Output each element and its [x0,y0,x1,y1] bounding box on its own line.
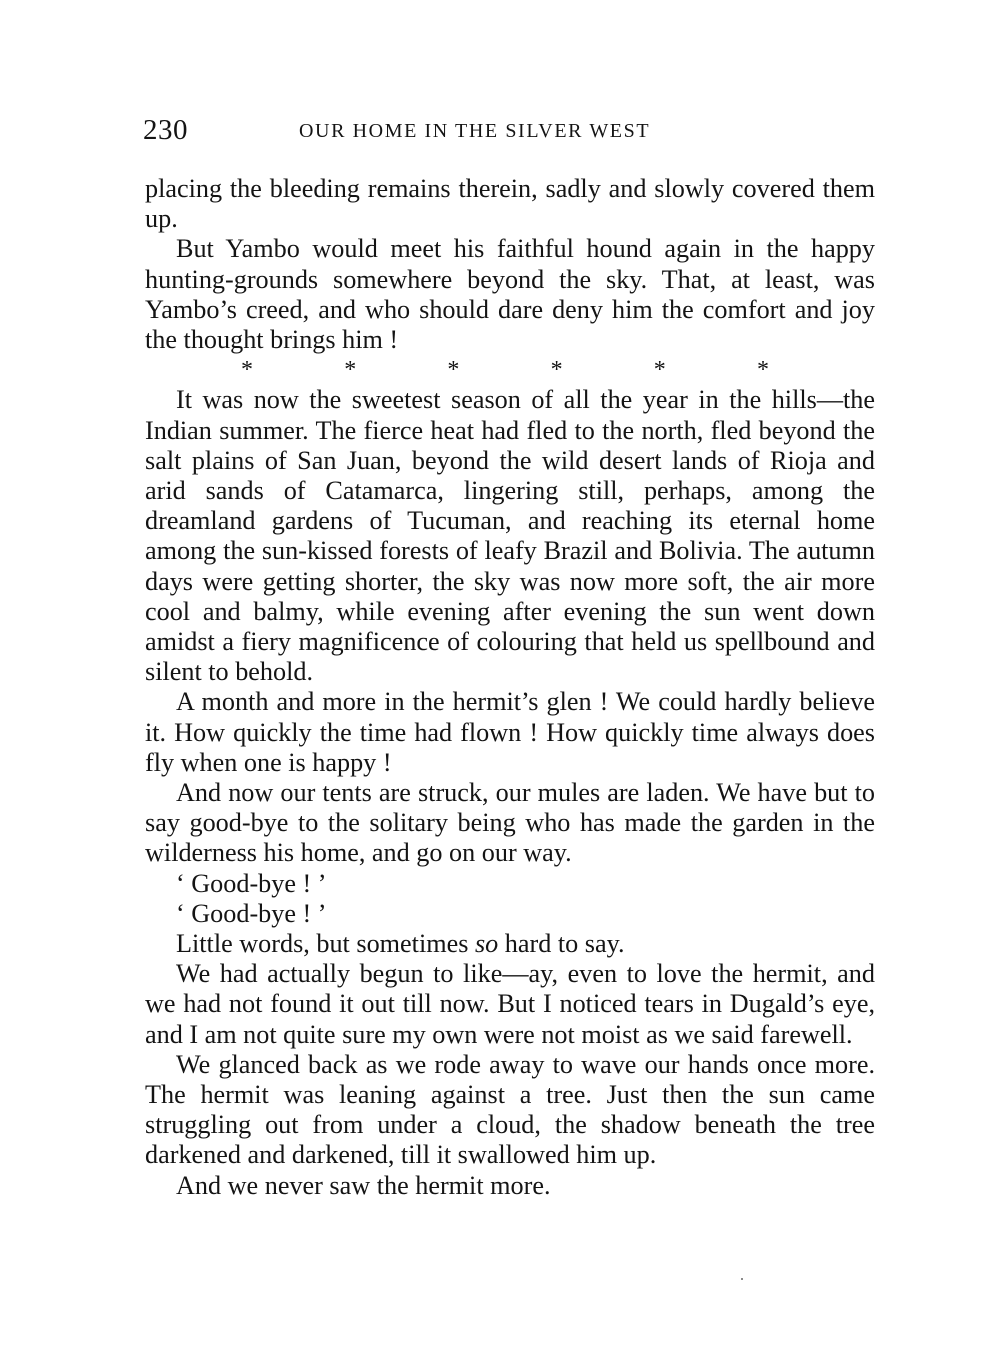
paragraph-little-words [145,929,875,959]
text-run: Little words, but sometimes [176,929,475,959]
running-title: OUR HOME IN THE SILVER WEST [299,120,651,142]
page-number: 230 [143,114,188,146]
emphasis: so [474,929,499,959]
asterisk: * [447,357,460,384]
paragraph-glanced-back: We glanced back as we rode away to wave our hands once more. The hermit was leaning against a tree. Just then the sun came struggling out from under a cloud, the shadow beneath the tree darkened and darkened, till it swallowed him up. [145,1049,875,1170]
paragraph-love-the-hermit: We had actually begun to like—ay, even to love the hermit, and we had not found it out till now. But I noticed tears in Dugald’s eye, and I am not quite sure my own were not moist as we said farewell. [145,959,875,1049]
ink-speck [741,1278,743,1280]
section-break [240,355,770,385]
dialogue-good-bye-2: ‘ Good-bye ! ’ [176,898,327,928]
text-run: hard to say. [498,929,625,959]
page-header [143,112,878,148]
asterisk: * [344,357,357,384]
asterisk: * [241,357,253,384]
asterisk: * [653,357,666,384]
paragraph-month-in-glen: A month and more in the hermit’s glen ! We could hardly believe it. How quickly the time had flown ! How quickly time always does fly when one is happy ! [145,687,875,777]
paragraph-tents-struck: And now our tents are struck, our mules are laden. We have but to say good-bye to the solitary being who has made the garden in the wilderness his home, and go on our way. [145,778,875,868]
dialogue-good-bye-1: ‘ Good-bye ! ’ [176,868,327,898]
asterisk: * [550,357,563,384]
page-body [145,174,875,1201]
paragraph-never-saw: And we never saw the hermit more. [176,1170,551,1200]
paragraph-yambo: But Yambo would meet his faithful hound again in the happy hunting-grounds somewhere beyond the sky. That, at least, was Yambo’s creed, and who should dare deny him the comfort and joy the thought brings him ! [145,234,875,355]
asterisk: * [756,357,769,384]
paragraph-indian-summer: It was now the sweetest season of all the year in the hills—the Indian summer. The fierce heat had fled to the north, fled beyond the salt plains of San Juan, beyond the wild desert lands of Rioja and arid sands of Catamarca, lingering still, perhaps, among the dreamland gardens of Tucuman, and reaching its eternal home among the sun-kissed forests of leafy Brazil and Bolivia. The autumn days were getting shorter, the sky was now more soft, the air more cool and balmy, while evening after evening the sun went down amidst a fiery magnificence of colouring that held us spellbound and silent to behold. [145,385,875,687]
paragraph-continuation: placing the bleeding remains therein, sadly and slowly covered them up. [145,174,875,234]
